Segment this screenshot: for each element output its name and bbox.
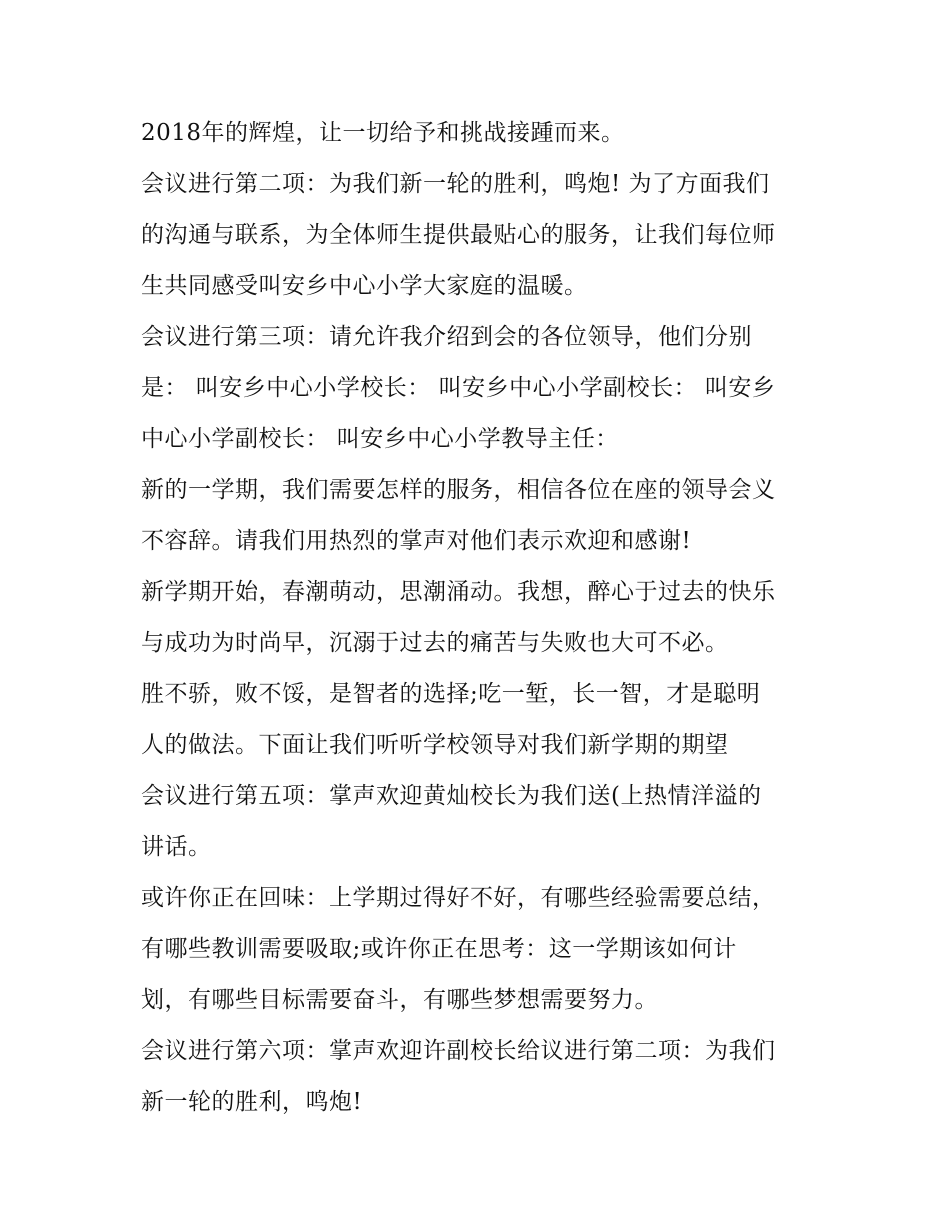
text-line-12: 胜不骄，败不馁，是智者的选择;吃一堑，长一智，才是聪明 [141,681,761,707]
text-line-11: 与成功为时尚早，沉溺于过去的痛苦与失败也大可不必。 [141,630,729,656]
text-line-6: 是： 叫安乡中心小学校长： 叫安乡中心小学副校长： 叫安乡 [141,375,776,401]
text-line-13: 人的做法。下面让我们听听学校领导对我们新学期的期望 [141,732,729,758]
text-line-7: 中心小学副校长： 叫安乡中心小学教导主任： [141,426,619,452]
text-line-20: 新一轮的胜利，鸣炮! [141,1089,363,1115]
text-line-5: 会议进行第三项：请允许我介绍到会的各位领导，他们分别 [141,324,752,350]
text-line-2: 会议进行第二项：为我们新一轮的胜利，鸣炮! 为了方面我们 [141,171,770,197]
text-line-14: 会议进行第五项：掌声欢迎黄灿校长为我们送(上热情洋溢的 [141,783,762,809]
text-line-16: 或许你正在回味：上学期过得好不好，有哪些经验需要总结， [141,885,776,911]
text-line-1: 2018年的辉煌，让一切给予和挑战接踵而来。 [141,120,625,146]
text-line-4: 生共同感受叫安乡中心小学大家庭的温暖。 [141,273,588,299]
text-line-8: 新的一学期，我们需要怎样的服务，相信各位在座的领导会义 [141,477,776,503]
text-line-17: 有哪些教训需要吸取;或许你正在思考：这一学期该如何计 [141,936,737,962]
text-line-3: 的沟通与联系，为全体师生提供最贴心的服务，让我们每位师 [141,222,776,248]
text-line-15: 讲话。 [141,834,212,860]
text-line-9: 不容辞。请我们用热烈的掌声对他们表示欢迎和感谢! [141,528,692,554]
text-line-10: 新学期开始，春潮萌动，思潮涌动。我想，醉心于过去的快乐 [141,579,776,605]
document-body [141,108,821,1128]
text-line-18: 划，有哪些目标需要奋斗，有哪些梦想需要努力。 [141,987,658,1013]
text-line-19: 会议进行第六项：掌声欢迎许副校长给议进行第二项：为我们 [141,1038,776,1064]
